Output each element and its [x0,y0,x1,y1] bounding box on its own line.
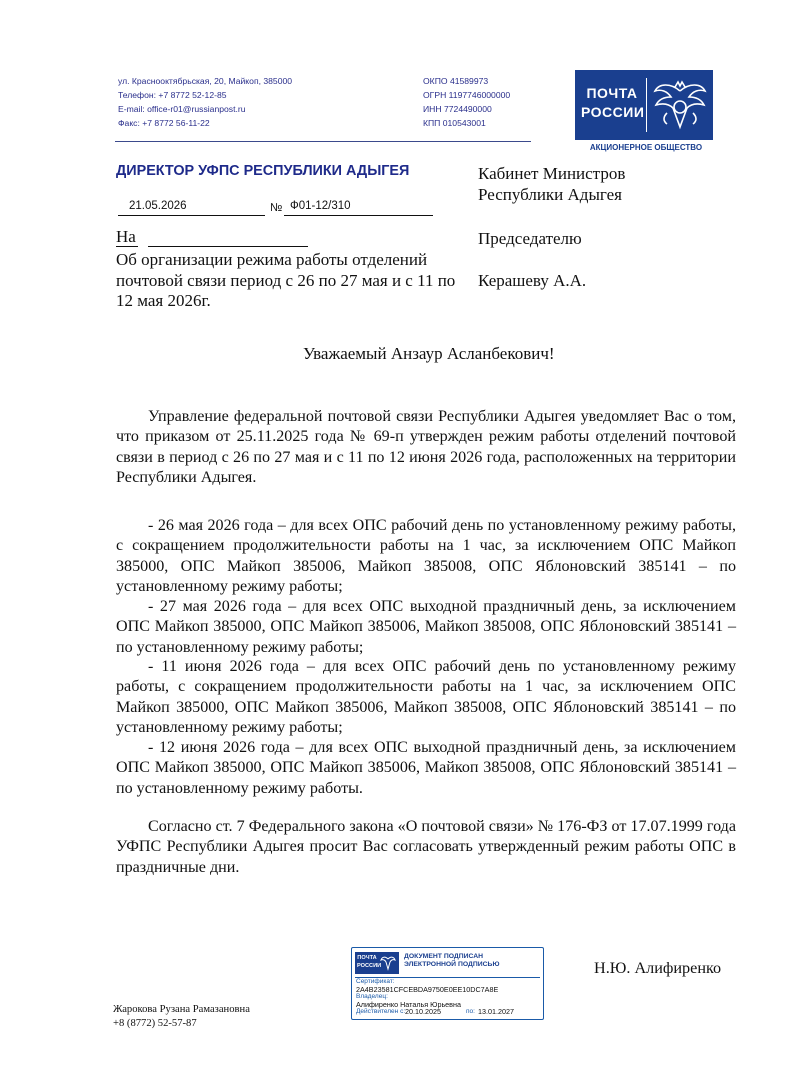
stamp-title-line2: ЭЛЕКТРОННОЙ ПОДПИСЬЮ [404,961,500,969]
recipient-org-line1: Кабинет Министров [478,164,626,183]
item-paragraph: - 26 мая 2026 года – для всех ОПС рабочий день по установленному режиму работы, с сокращением продолжительности работы на 1 час, за исключением ОПС Майкоп 385000, ОПС Майкоп 385006, Майкоп 385008, ОПС Яблоновский 385141 – по установленному режиму работы; [116,517,736,595]
stamp-title-line1: ДОКУМЕНТ ПОДПИСАН [404,953,484,960]
kpp-line: КПП 010543001 [423,118,486,128]
cert-label: Сертификат: [356,978,395,985]
valid-to-label: по: [466,1008,475,1015]
owner-value: Алифиренко Наталья Юрьевна [356,1000,461,1009]
intro-paragraph: Управление федеральной почтовой связи Республики Адыгея уведомляет Вас о том, что приказом от 25.11.2025 года № 69-п утвержден режим работы отделений почтовой связи в период с 26 по 27 мая и с 11 по 12 июня 2026 года, расположенных на территории Республики Адыгея. [116,408,736,486]
letter-subject: Об организации режима работы отделений почтовой связи период с 26 по 27 мая и с 11 по 12 мая 2026г. [116,250,456,310]
double-headed-eagle-icon [651,77,709,133]
address-line: ул. Краснооктябрьская, 20, Майкоп, 385000 [118,76,293,86]
item-paragraph: - 11 июня 2026 года – для всех ОПС рабочий день по установленному режиму работы, с сокращением продолжительности работы на 1 час, за исключением ОПС Майкоп 385000, ОПС Майкоп 385006, Майкоп 385008, ОПС Яблоновский 385141 – по установленному режиму работы; [116,658,736,736]
valid-from-label: Действителен с: [356,1008,406,1015]
logo-wordmark [581,84,643,122]
letter-number: Ф01-12/310 [290,200,351,212]
cert-value: 2A4B23581CFCEBDA9750E0EE10DC7A8E [356,985,499,994]
executor-name: Жарокова Рузана Рамазановна [113,1004,250,1015]
stamp-title [404,953,499,970]
logo-caption: АКЦИОНЕРНОЕ ОБЩЕСТВО [589,143,703,152]
recipient-position: Председателю [478,229,582,248]
okpo-line: ОКПО 41589973 [423,76,489,86]
logo-line2: РОССИИ [581,104,645,120]
executor-phone: +8 (8772) 52-57-87 [113,1018,197,1029]
email-line: E-mail: office-r01@russianpost.ru [118,104,246,114]
phone-line: Телефон: +7 8772 52-12-85 [118,90,227,100]
in-reply-underline-short [116,246,138,247]
inn-line: ИНН 7724490000 [423,104,492,114]
russian-post-logo [575,70,713,140]
stamp-logo-line2: РОССИИ [357,962,382,969]
esignature-stamp [351,947,544,1020]
header-divider [115,141,531,142]
ogrn-line: ОГРН 1197746000000 [423,90,511,100]
logo-separator [646,78,647,132]
date-underline [118,215,265,216]
number-underline [284,215,433,216]
fax-line: Факс: +7 8772 56-11-22 [118,118,210,128]
valid-to-value: 13.01.2027 [478,1007,514,1016]
item-paragraph: - 12 июня 2026 года – для всех ОПС выходной праздничный день, за исключением ОПС Майкоп 385000, ОПС Майкоп 385006, Майкоп 385008, ОПС Яблоновский 385141 – по установленному режиму работы. [116,739,736,797]
letter-date: 21.05.2026 [129,200,187,212]
stamp-logo-line1: ПОЧТА [357,955,377,961]
item-paragraph: - 27 мая 2026 года – для всех ОПС выходной праздничный день, за исключением ОПС Майкоп 385000, ОПС Майкоп 385006, Майкоп 385008, ОПС Яблоновский 385141 – по установленному режиму работы; [116,598,736,656]
stamp-logo [355,952,399,974]
owner-label: Владелец: [356,993,388,1000]
closing-paragraph: Согласно ст. 7 Федерального закона «О почтовой связи» № 176-ФЗ от 17.07.1999 года УФПС Республики Адыгея просит Вас согласовать утвержденный режим работы ОПС в праздничные дни. [116,818,736,876]
in-reply-underline [148,246,308,247]
stamp-logo-wordmark [357,955,382,970]
stamp-eagle-icon [380,955,396,971]
signatory-name: Н.Ю. Алифиренко [594,959,722,977]
in-reply-label: На [116,227,136,246]
logo-line1: ПОЧТА [586,85,638,101]
salutation: Уважаемый Анзаур Асланбекович! [303,344,555,363]
recipient-org-line2: Республики Адыгея [478,185,622,204]
recipient-name: Керашеву А.А. [478,271,587,290]
valid-from-value: 20.10.2025 [405,1007,441,1016]
number-sign: № [270,202,283,214]
director-title: ДИРЕКТОР УФПС РЕСПУБЛИКИ АДЫГЕЯ [116,163,410,179]
